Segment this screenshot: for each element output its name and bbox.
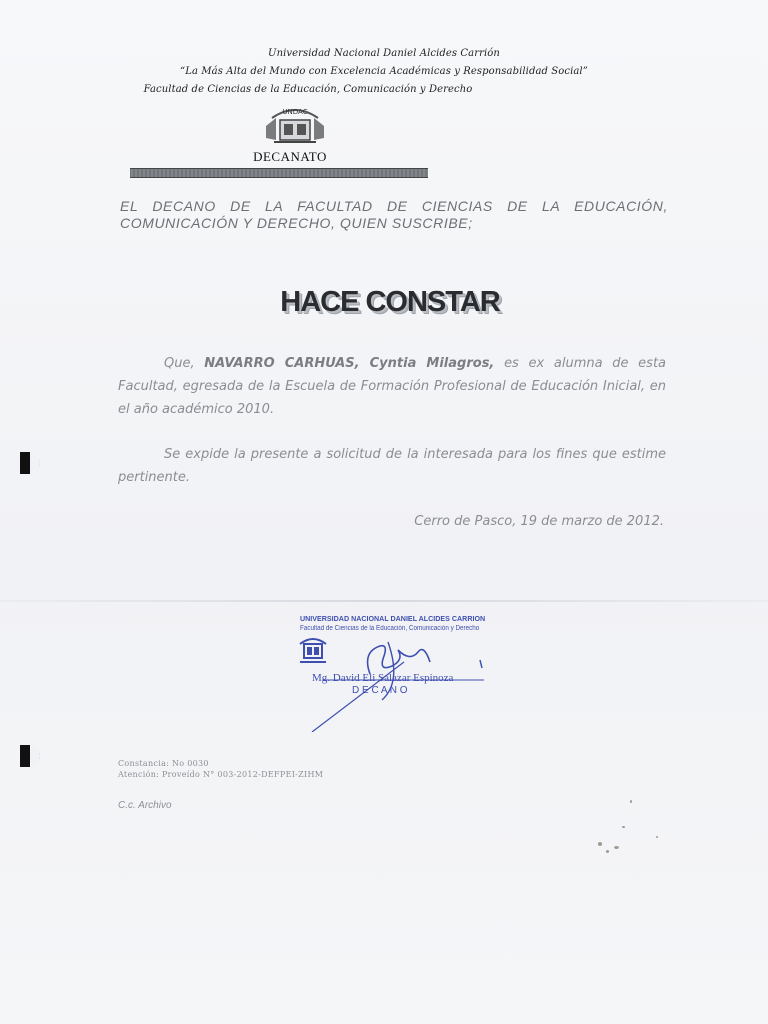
student-name: NAVARRO CARHUAS, Cyntia Milagros, xyxy=(204,356,495,371)
signer-role: D E C A N O xyxy=(352,685,408,696)
paragraph-rest: es ex alumna de esta Facultad, egresada de la Escuela de Formación Profesional de Educación Inicial, en el año académico 2010. xyxy=(118,356,667,417)
seal-text: UNDAC xyxy=(282,108,308,116)
paper-stain xyxy=(614,846,619,849)
university-name: Universidad Nacional Daniel Alcides Carrión xyxy=(268,48,500,59)
stamp-university: UNIVERSIDAD NACIONAL DANIEL ALCIDES CARRION xyxy=(300,614,486,623)
carbon-copy: C.c. Archivo xyxy=(118,800,172,811)
official-stamp xyxy=(292,612,492,732)
paper-fold-line xyxy=(0,600,768,602)
place-and-date: Cerro de Pasco, 19 de marzo de 2012. xyxy=(414,514,664,529)
faculty-name: Facultad de Ciencias de la Educación, Comunicación y Derecho xyxy=(143,84,473,95)
purpose-paragraph: Se expide la presente a solicitud de la interesada para los fines que estime pertinente. xyxy=(118,447,666,485)
signer-name: Mg. David Eli Salazar Espinoza xyxy=(312,672,454,684)
paper-stain xyxy=(630,800,632,803)
university-motto: “La Más Alta del Mundo con Excelencia Académicas y Responsabilidad Social” xyxy=(180,66,588,77)
office-title: DECANATO xyxy=(253,149,327,164)
university-seal-icon xyxy=(262,104,328,146)
intro-statement: EL DECANO DE LA FACULTAD DE CIENCIAS DE LA EDUCACIÓN, COMUNICACIÓN Y DERECHO, QUIEN SUSCRIBE; xyxy=(120,198,668,231)
header-divider xyxy=(130,168,428,178)
paper-stain xyxy=(606,850,609,853)
document-title: HACE CONSTAR xyxy=(280,286,500,318)
attention-reference: Atención: Proveído N° 003-2012-DEFPEI-ZIHM xyxy=(118,770,324,779)
paragraph-prefix: Que, xyxy=(164,356,195,371)
punch-hole-icon xyxy=(20,745,40,767)
paper-stain xyxy=(622,826,625,828)
paper-stain xyxy=(656,836,658,838)
stamp-faculty: Facultad de Ciencias de la Educación, Comunicación y Derecho xyxy=(300,625,480,632)
paper-stain xyxy=(598,842,602,846)
certification-paragraph xyxy=(118,352,666,421)
constancia-number: Constancia: No 0030 xyxy=(118,759,209,768)
punch-hole-icon xyxy=(20,452,40,474)
